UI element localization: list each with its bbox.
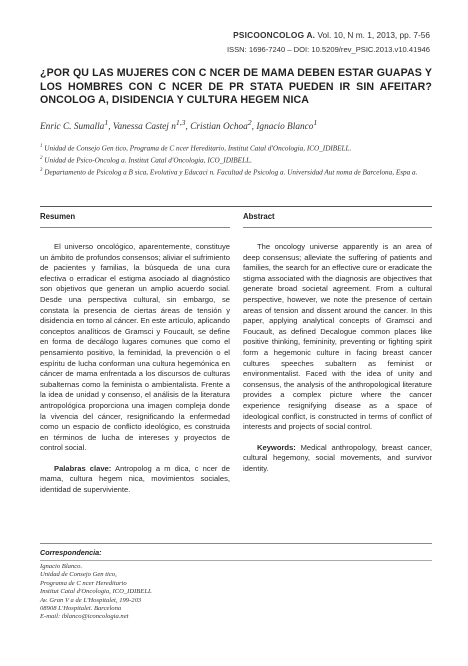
affiliation-list	[40, 142, 432, 178]
correspondence-block	[40, 563, 290, 622]
correspondence-email: E-mail: iblanco@iconcologia.net	[40, 613, 129, 621]
keywords-label: Keywords:	[257, 442, 296, 452]
correspondence-line: 08908 L'Hospitalet. Barcelona	[40, 605, 122, 613]
correspondence-line: Av. Gran V a de L'Hospitalet, 199-203	[40, 596, 142, 604]
section-divider	[40, 206, 432, 207]
issn-doi-line: ISSN: 1696-7240 – DOI: 10.5209/rev_PSIC.2013.v10.41946	[226, 45, 430, 54]
journal-header	[233, 30, 430, 40]
correspondence-line: Ignacio Blanco.	[40, 563, 83, 570]
abstract-text: The oncology universe apparently is an area of deep consensus; alleviate the suffering of patients and families, the search for an effective cure or eradicate the stigma associated with the diagnosis are objectives that generate broad societal agreement. From a cultural perspective, however, we note the presence of certain areas of tension and dissent around the cancer. In this paper, applying analytical concepts of Gramsci and Foucault, as defined Decalogue common places like positive thinking, femininity, preventing or fighting spirit form a hegemonic culture in facing breast cancer cultures speeches subaltern as feminist or environmentalist. Faced with the idea of unity and consensus, the analysis of the anthropological literature provides a complex picture where the cancer experience resignifying disease as a space of ideological conflict, is constructed in terms of conflict of interests and projects of social control.	[243, 242, 432, 432]
author-list: Enric C. Sumalla$^1$, Vanessa Castej $n^{1,3}$, Cristian Ochoa$^2$, Ignacio Blanco$^1$	[40, 118, 318, 133]
keywords-text: Medical anthropology, breast cancer, cultural hegemony, social movements, and survivor identity.	[243, 442, 432, 473]
author-affiliation-mark: 1	[104, 118, 109, 127]
correspondence-divider	[40, 560, 432, 561]
keywords-text: Antropolog a m dica, c ncer de mama, cultura hegem nica, movimientos sociales, identidad de superviviente.	[40, 463, 230, 495]
author-name: Cristian Ochoa	[190, 122, 248, 133]
column-heading-rule	[40, 227, 230, 228]
author-name: Ignacio Blanco	[256, 122, 314, 133]
correspondence-line: Programa de C ncer Hereditario	[40, 579, 127, 587]
resumen-heading: Resumen	[40, 212, 76, 221]
article-title: ¿POR QU LAS MUJERES CON C NCER DE MAMA DEBEN ESTAR GUAPAS Y LOS HOMBRES CON C NCER DE PR STATA PUEDEN IR SIN AFEITAR? ONCOLOG A, DISIDENCIA Y CULTURA HEGEM NICA	[40, 67, 432, 107]
abstract-heading: Abstract	[243, 212, 275, 221]
keywords-label: Palabras clave:	[54, 463, 112, 473]
resumen-keywords	[40, 464, 230, 496]
journal-volume-info: Vol. 10, N m. 1, 2013, pp. 7-56	[317, 30, 430, 40]
column-heading-rule	[243, 227, 432, 228]
affiliation-item: $^2$ Unidad de Psico-Oncolog a. Institut Catal d'Oncologia, ICO_IDIBELL.	[40, 155, 252, 165]
correspondence-line: Unidad de Consejo Gen tico,	[40, 571, 117, 579]
journal-name: PSICOONCOLOG A.	[233, 30, 316, 40]
resumen-text: El universo oncológico, aparentemente, constituye un ámbito de profundos consensos; aliviar el sufrimiento de pacientes y familias, la búsqueda de una cura efectiva o erradicar el estigma asociado al diagnóstico son objetivos que generan un amplio acuerdo social. Desde una perspectiva cultural, sin embargo, se constata la presencia de ciertas áreas de tensión y disidencia en torno al cáncer. En este artículo, aplicando conceptos analíticos de Gramsci y Foucault, se define en forma de decálogo lugares comunes que como el pensamiento positivo, la feminidad, la prevención o el espíritu de lucha conforman una cultura hegemónica en cáncer de mama enfrentada a los discursos de culturas subalternas como la feminista o ambientalista. Frente a la idea de unidad y consenso, el análisis de la literatura antropológica proporciona una imagen compleja donde la vivencia del cáncer, resignificando la enfermedad como un espacio de conflicto ideológico, es construida en términos de lucha de intereses y proyectos de control social.	[40, 242, 230, 453]
correspondence-line: Institut Catal d'Oncologia, ICO_IDIBELL	[40, 588, 152, 596]
correspondence-divider	[40, 543, 432, 544]
correspondence-heading: Correspondencia:	[40, 548, 102, 557]
author-affiliation-mark: 1,3	[175, 118, 186, 127]
resumen-column	[40, 212, 230, 496]
author-affiliation-mark: 1	[313, 118, 318, 127]
author-name: Vanessa Castej n	[112, 122, 176, 133]
abstract-column	[243, 212, 432, 474]
affiliation-item: $^1$ Unidad de Consejo Gen tico, Programa de C ncer Hereditario, Institut Catal d'Oncologia, ICO_IDIBELL.	[40, 144, 352, 153]
author-name: Enric C. Sumalla	[40, 122, 105, 133]
abstract-keywords	[243, 443, 432, 475]
author-affiliation-mark: 2	[247, 118, 252, 127]
affiliation-item: $^3$ Departamento de Psicolog a B sica, Evolutiva y Educaci n. Facultad de Psicolog a. Universidad Aut noma de Barcelona, Espa a.	[40, 167, 418, 177]
